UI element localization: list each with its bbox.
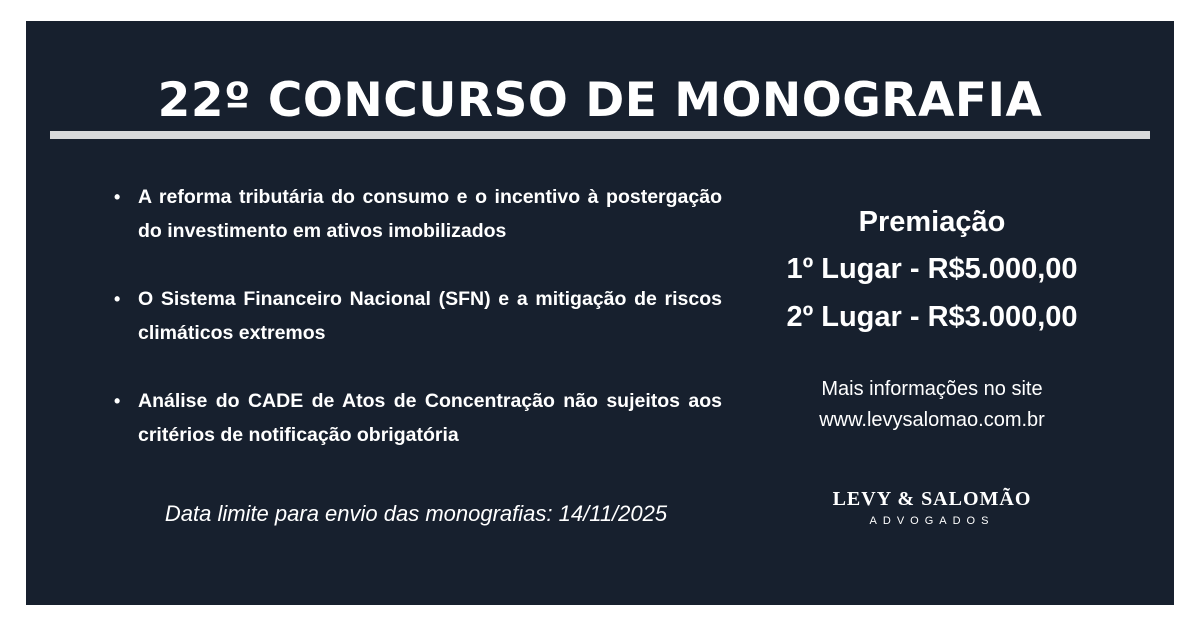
- bullet-icon: •: [114, 187, 121, 207]
- page-title: 22º CONCURSO DE MONOGRAFIA: [157, 73, 1043, 128]
- banner-panel: [26, 21, 1174, 605]
- topic-text: O Sistema Financeiro Nacional (SFN) e a mitigação de riscos climáticos extremos: [138, 288, 722, 344]
- deadline-text: Data limite para envio das monografias: 14/11/2025: [164, 501, 668, 526]
- bullet-icon: •: [114, 289, 121, 309]
- logo-name: LEVY & SALOMÃO: [832, 488, 1032, 510]
- more-info: [732, 374, 1132, 436]
- prize-heading: Premiação: [858, 206, 1006, 238]
- second-prize: 2º Lugar - R$3.000,00: [786, 301, 1078, 333]
- list-item: [114, 282, 722, 350]
- website-link[interactable]: www.levysalomao.com.br: [819, 409, 1045, 431]
- title-divider: [50, 131, 1150, 139]
- bullet-icon: •: [114, 391, 121, 411]
- list-item: [114, 180, 722, 248]
- topic-text: A reforma tributária do consumo e o incentivo à postergação do investimento em ativos imobilizados: [138, 186, 722, 242]
- logo-subtitle: ADVOGADOS: [869, 515, 995, 527]
- prize-block: [732, 199, 1132, 341]
- topic-text: Análise do CADE de Atos de Concentração não sujeitos aos critérios de notificação obrigatória: [138, 390, 722, 446]
- info-label: Mais informações no site: [821, 378, 1043, 400]
- first-prize: 1º Lugar - R$5.000,00: [786, 253, 1078, 285]
- list-item: [114, 384, 722, 452]
- topic-list: [114, 180, 722, 486]
- company-logo: [782, 487, 1082, 529]
